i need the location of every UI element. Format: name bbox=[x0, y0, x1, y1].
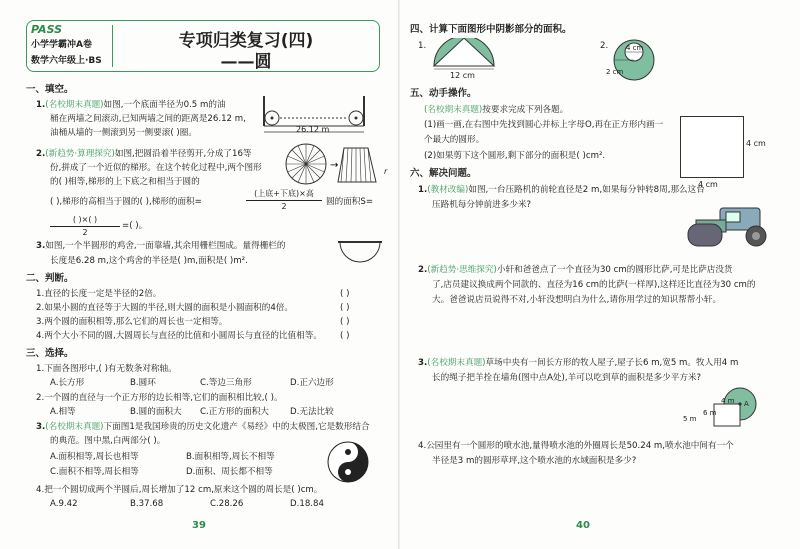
judge-4: 4.两个大小不同的圆,大圆周长与直径的比值和小圆周长与直径的比值相等。 bbox=[36, 331, 322, 341]
q-text: 如图,把圆沿着半径剪开,分成了16等 bbox=[114, 149, 252, 159]
q-tag: (名校期末真题) bbox=[424, 105, 483, 115]
choice-3-line2: 的典范。图中黑,白两部分( )。 bbox=[50, 436, 166, 446]
choice-3-opt-b[interactable]: B.面积相等,周长不相等 bbox=[186, 452, 275, 462]
fig2-num: 2. bbox=[600, 41, 609, 51]
p3-label-a: A bbox=[744, 400, 749, 408]
fraction2-bottom: 2 bbox=[82, 228, 88, 237]
q-num: 3. bbox=[418, 358, 428, 368]
choice-4-opt-c[interactable]: C.28.26 bbox=[210, 499, 244, 509]
area-formula-end: 圆的面积S= bbox=[326, 197, 374, 207]
judge-paren-1[interactable]: ( ) bbox=[340, 289, 350, 299]
q-num: 3. bbox=[36, 241, 46, 251]
q-tag: (名校期末真题) bbox=[45, 100, 104, 110]
judge-paren-2[interactable]: ( ) bbox=[340, 303, 350, 313]
svg-text:→: → bbox=[330, 160, 339, 171]
p2-line1 bbox=[418, 264, 733, 276]
q-text: 草场中央有一间长方形的牧人屋子,屋子长6 m,宽5 m。牧人用4 m bbox=[485, 358, 739, 368]
hands-on-line3: 个最大的圆形。 bbox=[424, 135, 485, 145]
q-tag: (新趋势·算理探究) bbox=[45, 149, 115, 159]
q1-2-line3: 的( )相等,梯形的上下底之和相当于圆的 bbox=[50, 177, 200, 187]
circle-to-trapezoid-figure bbox=[284, 142, 382, 188]
judge-3: 3.两个圆的面积相等,那么它们的周长也一定相等。 bbox=[36, 317, 228, 327]
square-label-side: 4 cm bbox=[746, 139, 766, 148]
q1-2-line4: ( ),梯形的高相当于圆的( ),梯形的面积= bbox=[50, 197, 202, 207]
p2-line2: 了,店员建议换成两个同款的、直径为16 cm的比萨(一样厚),这样还比直径为30 cm的 bbox=[432, 280, 756, 290]
q-tag: (新趋势·思维探究) bbox=[427, 265, 497, 275]
choice-1-opt-a[interactable]: A.长方形 bbox=[50, 378, 85, 388]
choice-2-opt-c[interactable]: C.正方形的面积大 bbox=[200, 407, 269, 417]
q-tag: (名校期末真题) bbox=[427, 358, 486, 368]
hands-on-line2: (1)画一画,在右图中先找到圆心并标上字母O,再在正方形内画一 bbox=[424, 120, 664, 130]
q1-2-line2: 份,拼成了一个近似的梯形。在这个转化过程中,两个图形 bbox=[50, 163, 262, 173]
section-hands-on: 五、动手操作。 bbox=[410, 88, 477, 99]
header-box bbox=[26, 20, 380, 72]
p4-line1: 4.公园里有一个圆形的喷水池,量得喷水池的外圈周长是50.24 m,喷水池中间有一个 bbox=[418, 441, 734, 451]
q1-3-line2: 长度是6.28 m,这个鸡舍的半径是( )m,面积是( )m². bbox=[50, 256, 248, 266]
section-choice: 三、选择。 bbox=[26, 348, 74, 359]
right-page bbox=[400, 0, 800, 549]
choice-4-opt-d[interactable]: D.18.84 bbox=[290, 499, 324, 509]
choice-1-opt-b[interactable]: B.圆环 bbox=[130, 378, 156, 388]
page-title: 专项归类复习(四) bbox=[178, 31, 314, 51]
q-num: 2. bbox=[418, 265, 428, 275]
choice-1-opt-d[interactable]: D.正六边形 bbox=[290, 378, 334, 388]
choice-1: 1.下面各图形中,( )有无数条对称轴。 bbox=[36, 364, 177, 374]
choice-4-opt-b[interactable]: B.37.68 bbox=[130, 499, 164, 509]
choice-2: 2.一个圆的直径与一个正方形的边长相等,它们的面积相比较,( )。 bbox=[36, 393, 283, 403]
q1-3-line1 bbox=[36, 240, 285, 252]
figure-label-width: 26.12 m bbox=[296, 125, 330, 134]
square-label-bottom: 4 cm bbox=[698, 180, 718, 189]
judge-1: 1.直径的长度一定是半径的2倍。 bbox=[36, 289, 162, 299]
fraction-bottom: 2 bbox=[281, 202, 287, 211]
p2-line3: 大。爸爸说店员说得不对,小轩没想明白为什么,请你用学过的知识帮帮小轩。 bbox=[432, 295, 722, 305]
fig2-label-4cm: 4 cm bbox=[626, 44, 644, 52]
q-num: 1. bbox=[36, 100, 46, 110]
hands-on-line4: (2)如果剪下这个圆形,剩下部分的面积是( )cm². bbox=[424, 151, 606, 161]
p3-label-4m: 4 m bbox=[721, 397, 735, 405]
q1-1-line1 bbox=[36, 99, 226, 111]
q-text: 如图,一个半圆形的鸡舍,一面靠墙,其余用栅栏围成。量得栅栏的 bbox=[45, 241, 286, 251]
section-judge: 二、判断。 bbox=[26, 273, 74, 284]
choice-3-line1 bbox=[36, 421, 370, 433]
p3-line2: 长的绳子把羊拴在墙角(图中点A处),羊可以吃到草的面积是多少平方米? bbox=[432, 373, 702, 383]
radius-label: r bbox=[384, 167, 388, 176]
fraction2-top: ( )×( ) bbox=[50, 214, 120, 227]
choice-2-opt-a[interactable]: A.相等 bbox=[50, 407, 76, 417]
choice-2-opt-d[interactable]: D.无法比较 bbox=[290, 407, 334, 417]
semicircle-coop-figure bbox=[336, 238, 384, 268]
choice-2-opt-b[interactable]: B.圆的面积大 bbox=[130, 407, 182, 417]
p1-line1 bbox=[418, 184, 705, 196]
judge-paren-3[interactable]: ( ) bbox=[340, 317, 350, 327]
road-roller-figure bbox=[686, 206, 778, 248]
q1-1-line3: 油桶从墙的一侧滚到另一侧要滚( )圈。 bbox=[50, 128, 197, 138]
fig2-label-2cm: 2 cm bbox=[606, 68, 624, 76]
fig1-label: 12 cm bbox=[450, 71, 475, 80]
q-text: 如图,一台压路机的前轮直径是2 m,如果每分钟转8周,那么这台 bbox=[468, 185, 705, 195]
q-tag: (教材改编) bbox=[427, 185, 469, 195]
section-problems: 六、解决问题。 bbox=[410, 168, 477, 179]
shaded-semicircle-figure bbox=[430, 38, 500, 72]
p4-line2: 半径是3 m的圆形草坪,这个喷水池的水域面积是多少? bbox=[432, 456, 637, 466]
hands-on-line1 bbox=[424, 104, 568, 116]
page-subtitle: ——圆 bbox=[220, 52, 272, 72]
p3-line1 bbox=[418, 357, 738, 369]
q-num: 3. bbox=[36, 422, 46, 432]
choice-3-opt-c[interactable]: C.面积不相等,周长相等 bbox=[50, 467, 139, 477]
q-text: 如图,一个底面半径为0.5 m的油 bbox=[103, 100, 226, 110]
book-grade: 数学六年级上·BS bbox=[31, 56, 102, 66]
choice-3-opt-d[interactable]: D.面积、周长都不相等 bbox=[186, 467, 273, 477]
pass-logo: PASS bbox=[31, 23, 63, 36]
square-figure[interactable] bbox=[680, 116, 744, 178]
page-number: 39 bbox=[192, 520, 206, 531]
choice-1-opt-c[interactable]: C.等边三角形 bbox=[200, 378, 252, 388]
p3-label-6m: 6 m bbox=[703, 409, 717, 417]
taiji-icon bbox=[326, 440, 370, 484]
choice-4: 4.把一个圆切成两个半圆后,周长增加了12 cm,原来这个圆的周长是( )cm。 bbox=[36, 485, 323, 495]
judge-2: 2.如果小圆的直径等于大圆的半径,则大圆的面积是小圆面积的4倍。 bbox=[36, 303, 294, 313]
fraction2-result: =( )。 bbox=[122, 221, 148, 231]
choice-4-opt-a[interactable]: A.9.42 bbox=[50, 499, 78, 509]
book-title: 小学学霸冲A卷 bbox=[31, 40, 92, 50]
q-tag: (名校期末真题) bbox=[45, 422, 104, 432]
q-text: 下面图1是我国珍贵的历史文化遗产《易经》中的太极图,它是数形结合 bbox=[103, 422, 370, 432]
judge-paren-4[interactable]: ( ) bbox=[340, 331, 350, 341]
q1-1-line2: 桶在两墙之间滚动,已知两墙之间的距离是26.12 m, bbox=[50, 114, 246, 124]
section-shaded-area: 四、计算下面图形中阴影部分的面积。 bbox=[410, 24, 572, 35]
q-num: 2. bbox=[36, 149, 46, 159]
fraction-top: (上底+下底)×高 bbox=[246, 188, 322, 201]
q-text: 按要求完成下列各题。 bbox=[482, 105, 569, 115]
q1-2-line1 bbox=[36, 148, 252, 160]
page-number: 40 bbox=[576, 520, 590, 531]
p1-line2: 压路机每分钟前进多少米? bbox=[432, 200, 532, 210]
q-num: 1. bbox=[418, 185, 428, 195]
choice-3-opt-a[interactable]: A.面积相等,周长也相等 bbox=[50, 452, 139, 462]
q-text: 小轩和爸爸点了一个直径为30 cm的圆形比萨,可是比萨店没货 bbox=[496, 265, 733, 275]
section-fill: 一、填空。 bbox=[26, 84, 74, 95]
p3-label-5m: 5 m bbox=[683, 415, 697, 423]
fig1-num: 1. bbox=[418, 41, 427, 51]
